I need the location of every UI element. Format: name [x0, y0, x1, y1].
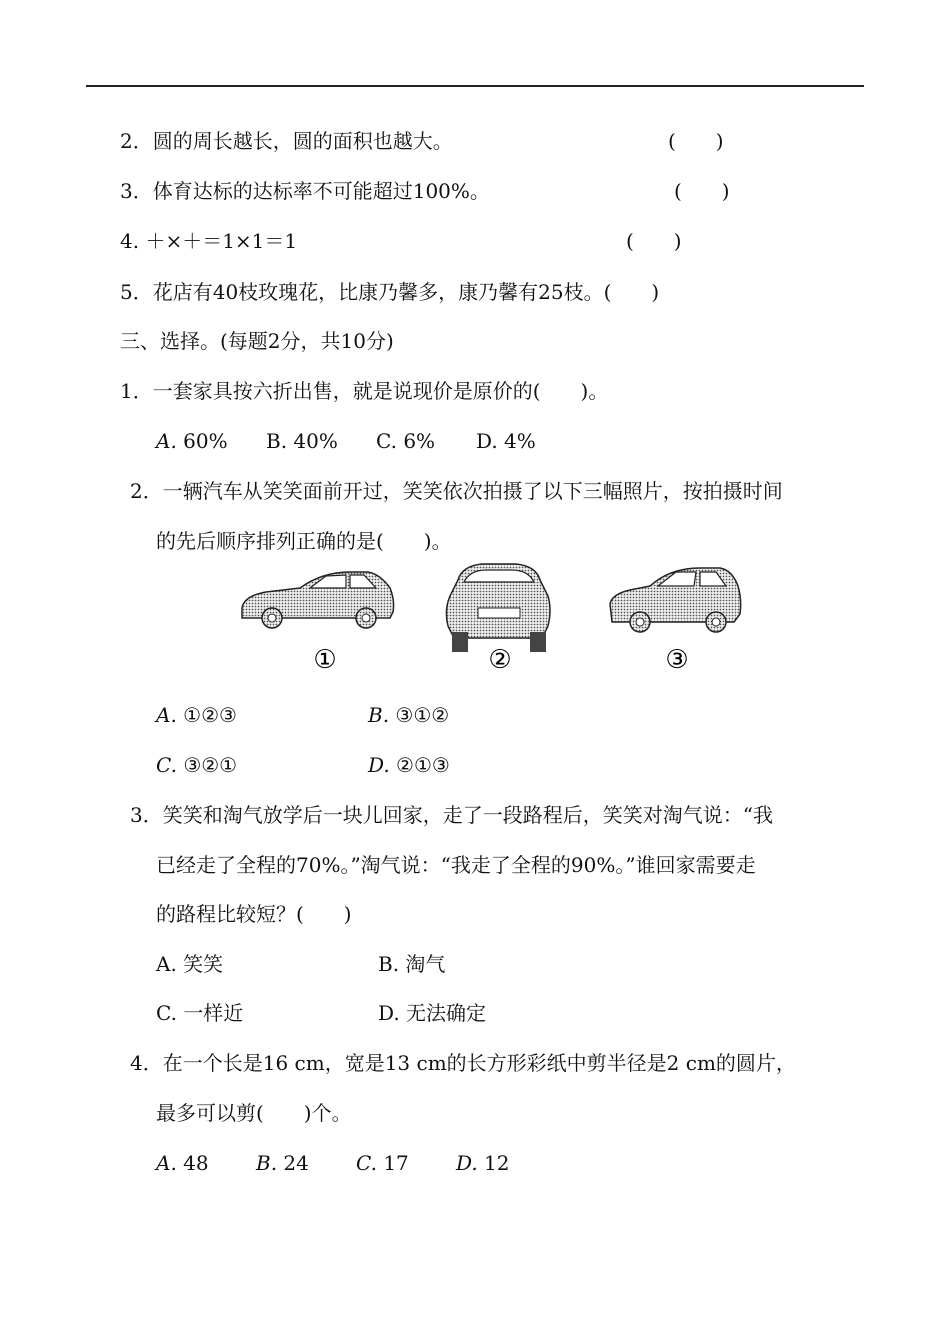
car-front-view-icon [446, 564, 550, 652]
question-3-line-3: 的路程比较短？( ) [156, 902, 352, 926]
q1-option-c[interactable]: C. 6% [376, 429, 436, 453]
photo-label-1: ① [313, 645, 337, 675]
q3-option-a[interactable]: A. 笑笑 [156, 952, 224, 976]
tf-item-3: 3．体育达标的达标率不可能超过100%。 [120, 179, 490, 203]
car-photos [230, 560, 750, 685]
question-1: 1．一套家具按六折出售，就是说现价是原价的( )。 [120, 379, 609, 403]
car-oblique-view-icon [610, 568, 741, 632]
q1-option-a[interactable]: A. 60% [156, 429, 228, 453]
question-4-line-1: 4．在一个长是16 cm，宽是13 cm的长方形彩纸中剪半径是2 cm的圆片， [130, 1051, 796, 1075]
q3-option-c[interactable]: C. 一样近 [156, 1001, 244, 1025]
q1-option-b[interactable]: B. 40% [266, 429, 338, 453]
q1-option-d[interactable]: D. 4% [476, 429, 536, 453]
tf-item-5: 5．花店有40枝玫瑰花，比康乃馨多，康乃馨有25枝。( ) [120, 280, 660, 304]
question-3-line-1: 3．笑笑和淘气放学后一块儿回家，走了一段路程后，笑笑对淘气说：“我 [130, 803, 773, 827]
tf-answer-blank-3[interactable]: ( ) [674, 179, 730, 203]
question-2-line-2: 的先后顺序排列正确的是( )。 [156, 529, 452, 553]
car-side-view-left-icon [242, 572, 394, 628]
question-3-line-2: 已经走了全程的70%。”淘气说：“我走了全程的90%。”谁回家需要走 [156, 853, 756, 877]
photo-label-2: ② [488, 645, 512, 675]
q4-option-b[interactable]: B. 24 [256, 1151, 309, 1175]
question-2-line-1: 2．一辆汽车从笑笑面前开过，笑笑依次拍摄了以下三幅照片，按拍摄时间 [130, 479, 783, 503]
tf-item-2: 2．圆的周长越长，圆的面积也越大。 [120, 129, 453, 153]
header-rule [86, 85, 864, 87]
q4-option-c[interactable]: C. 17 [356, 1151, 409, 1175]
tf-answer-blank-4[interactable]: ( ) [626, 229, 682, 253]
q2-option-b[interactable]: B. ③①② [368, 703, 450, 727]
q3-option-b[interactable]: B. 淘气 [378, 952, 446, 976]
q4-option-a[interactable]: A. 48 [156, 1151, 209, 1175]
q2-option-c[interactable]: C. ③②① [156, 753, 238, 777]
q2-option-d[interactable]: D. ②①③ [368, 753, 450, 777]
photo-label-3: ③ [665, 645, 689, 675]
q3-option-d[interactable]: D. 无法确定 [378, 1001, 487, 1025]
q2-option-a[interactable]: A. ①②③ [156, 703, 237, 727]
tf-item-4: 4. ＋×＋＝1×1＝1 [120, 229, 298, 253]
tf-answer-blank-2[interactable]: ( ) [668, 129, 724, 153]
q4-option-d[interactable]: D. 12 [456, 1151, 510, 1175]
section-heading-choice: 三、选择。(每题2分，共10分) [120, 329, 394, 353]
question-4-line-2: 最多可以剪( )个。 [156, 1101, 352, 1125]
